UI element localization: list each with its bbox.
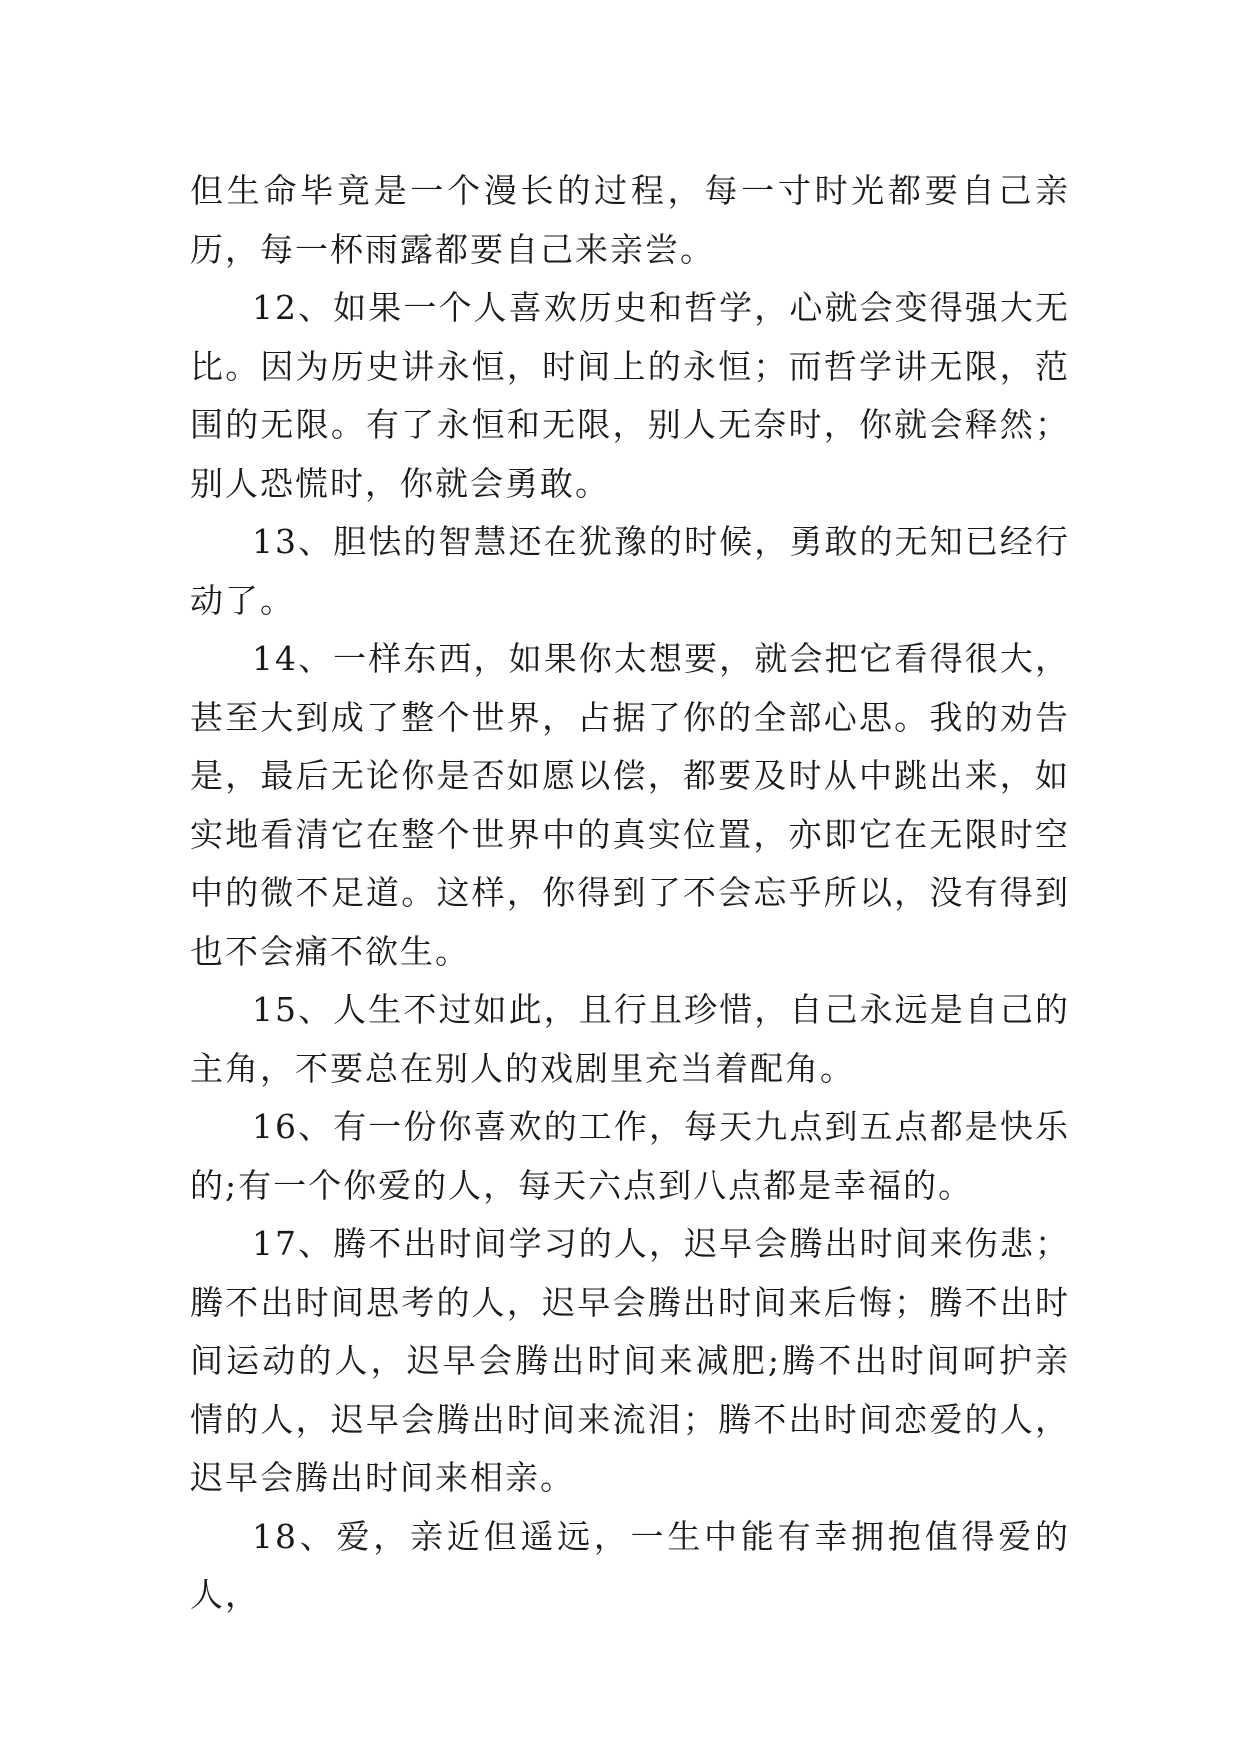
- paragraph-16: 16、有一份你喜欢的工作，每天九点到五点都是快乐的;有一个你爱的人，每天六点到八点都是幸福的。: [190, 1107, 1070, 1205]
- paragraph-11-continued: 但生命毕竟是一个漫长的过程，每一寸时光都要自己亲历，每一杯雨露都要自己来亲尝。: [190, 171, 1070, 269]
- body-text: [190, 162, 1070, 1625]
- paragraph-14: 14、一样东西，如果你太想要，就会把它看得很大，甚至大到成了整个世界，占据了你的全部心思。我的劝告是，最后无论你是否如愿以偿，都要及时从中跳出来，如实地看清它在整个世界中的真实位置，亦即它在无限时空中的微不足道。这样，你得到了不会忘乎所以，没有得到也不会痛不欲生。: [190, 639, 1070, 971]
- paragraph-12: 12、如果一个人喜欢历史和哲学，心就会变得强大无比。因为历史讲永恒，时间上的永恒；而哲学讲无限，范围的无限。有了永恒和无限，别人无奈时，你就会释然；别人恐慌时，你就会勇敢。: [190, 288, 1070, 503]
- paragraph-13: 13、胆怯的智慧还在犹豫的时候，勇敢的无知已经行动了。: [190, 522, 1070, 620]
- paragraph-15: 15、人生不过如此，且行且珍惜，自己永远是自己的主角，不要总在别人的戏剧里充当着配角。: [190, 990, 1070, 1088]
- paragraph-17: 17、腾不出时间学习的人，迟早会腾出时间来伤悲；腾不出时间思考的人，迟早会腾出时间来后悔；腾不出时间运动的人，迟早会腾出时间来减肥;腾不出时间呵护亲情的人，迟早会腾出时间来流泪；腾不出时间恋爱的人，迟早会腾出时间来相亲。: [190, 1224, 1070, 1497]
- paragraph-18: 18、爱，亲近但遥远，一生中能有幸拥抱值得爱的人，: [190, 1516, 1070, 1614]
